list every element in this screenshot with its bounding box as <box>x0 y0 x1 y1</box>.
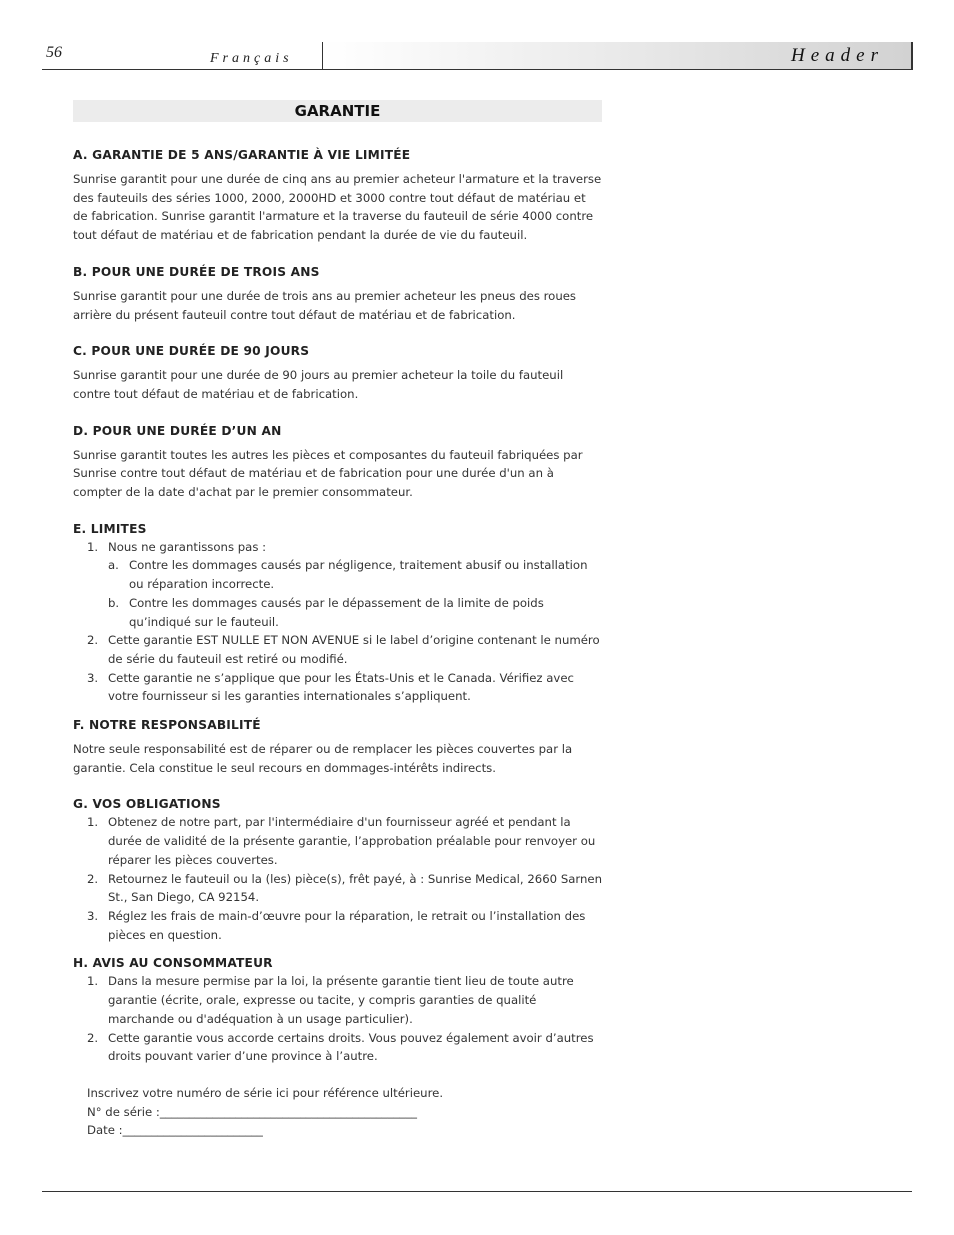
section-paragraph: Sunrise garantit pour une durée de cinq ans au premier acheteur l'armature et la traverse des fauteuils des séries 1000, 2000, 2000HD et 3000 contre tout défaut de matériau et de fabrication. Sunrise garantit l'armature et la traverse du fauteuil de série 4000 contre tout défaut de matériau et de fabrication pendant la durée de vie du fauteuil. <box>73 172 602 243</box>
section-a <box>73 148 602 245</box>
section-paragraph: Sunrise garantit pour une durée de trois ans au premier acheteur les pneus des roues arrière du présent fauteuil contre tout défaut de matériau et de fabrication. <box>73 288 577 322</box>
list-number: 1. <box>87 539 99 554</box>
list-text: Cette garantie vous accorde certains droits. Vous pouvez également avoir d’autres droits pouvant varier d’une province à l’autre. <box>108 1030 594 1064</box>
section-heading: A. GARANTIE DE 5 ANS/GARANTIE À VIE LIMITÉE <box>73 148 411 162</box>
list-item <box>73 813 602 869</box>
sub-list-item <box>108 594 602 631</box>
language-label: Français <box>210 51 293 66</box>
section-g <box>73 797 602 956</box>
list-item <box>73 538 602 632</box>
list-text: Retournez le fauteuil ou la (les) pièce(s), frêt payé, à : Sunrise Medical, 2660 Sarnen St., San Diego, CA 92154. <box>108 871 603 905</box>
list-text: Réglez les frais de main-d’œuvre pour la réparation, le retrait ou l’installation des pièces en question. <box>108 908 586 942</box>
serial-number-label: N° de série : <box>87 1104 160 1119</box>
list-text: Contre les dommages causés par le dépassement de la limite de poids qu’indiqué sur le fauteuil. <box>129 595 544 629</box>
header-rule <box>42 69 912 70</box>
page-title: GARANTIE <box>73 100 602 122</box>
header-label: Header <box>791 45 884 66</box>
spacer <box>73 706 602 718</box>
list-item <box>73 870 602 907</box>
list-number: b. <box>108 595 120 610</box>
list-text: Contre les dommages causés par négligence, traitement abusif ou installation ou réparation incorrecte. <box>129 558 588 592</box>
list-number: 3. <box>87 670 99 685</box>
limits-list <box>73 538 602 706</box>
content-column <box>73 100 602 1140</box>
list-number: 1. <box>87 974 99 989</box>
list-item <box>73 907 602 944</box>
list-item <box>73 631 602 668</box>
sub-list-item <box>108 556 602 593</box>
consumer-notice-list <box>73 972 602 1066</box>
list-item <box>73 669 602 706</box>
date-blank: ________________________ <box>122 1123 263 1138</box>
section-heading: F. NOTRE RESPONSABILITÉ <box>73 718 261 733</box>
list-number: 3. <box>87 908 99 923</box>
list-text: Dans la mesure permise par la loi, la présente garantie tient lieu de toute autre garantie (écrite, orale, expresse ou tacite, y compris garanties de qualité marchande ou d'adéquation à un usage particulier). <box>108 974 574 1026</box>
section-paragraph: Notre seule responsabilité est de réparer ou de remplacer les pièces couvertes par la garantie. Cela constitue le seul recours en dommages-intérêts indirects. <box>73 742 573 775</box>
list-number: 2. <box>87 871 99 886</box>
list-number: 1. <box>87 815 99 830</box>
list-number: 2. <box>87 1030 99 1045</box>
section-paragraph: Sunrise garantit toutes les autres les pièces et composantes du fauteuil fabriquées par Sunrise contre tout défaut de matériau et de fabrication pour une durée d'un an à compter de la date d'achat par le premier consommateur. <box>73 447 583 500</box>
section-heading: E. LIMITES <box>73 521 147 536</box>
list-text: Obtenez de notre part, par l'intermédiaire d'un fournisseur agréé et pendant la durée de validité de la présente garantie, l’approbation préalable pour renvoyer ou réparer les pièces couvertes. <box>108 815 596 867</box>
section-heading: B. POUR UNE DURÉE DE TROIS ANS <box>73 264 320 279</box>
obligations-list <box>73 813 602 944</box>
section-heading: G. VOS OBLIGATIONS <box>73 797 221 812</box>
list-number: a. <box>108 558 119 573</box>
section-paragraph: Sunrise garantit pour une durée de 90 jours au premier acheteur la toile du fauteuil contre tout défaut de matériau et de fabrication. <box>73 368 564 401</box>
section-h <box>73 956 602 1066</box>
date-label: Date : <box>87 1123 123 1138</box>
section-heading: H. AVIS AU CONSOMMATEUR <box>73 956 273 971</box>
list-text: Nous ne garantissons pas : <box>108 539 267 554</box>
section-f <box>73 718 602 777</box>
date-line <box>87 1121 602 1140</box>
section-c <box>73 344 602 403</box>
sub-list <box>108 556 602 631</box>
section-d <box>73 424 602 502</box>
list-item <box>73 1029 602 1066</box>
list-item <box>73 972 602 1028</box>
serial-number-blank: ____________________________________________ <box>159 1104 417 1119</box>
spacer <box>73 944 602 956</box>
page-number: 56 <box>46 44 62 61</box>
section-b <box>73 265 602 324</box>
register-intro: Inscrivez votre numéro de série ici pour référence ultérieure. <box>87 1085 444 1100</box>
list-text: Cette garantie ne s’applique que pour les États-Unis et le Canada. Vérifiez avec votre fournisseur si les garanties internationales s’appliquent. <box>108 670 574 704</box>
header-band-edge <box>911 42 913 70</box>
serial-register <box>73 1084 602 1140</box>
serial-number-line <box>87 1103 602 1122</box>
list-number: 2. <box>87 633 99 648</box>
section-heading: D. POUR UNE DURÉE D’UN AN <box>73 423 282 438</box>
section-heading: C. POUR UNE DURÉE DE 90 JOURS <box>73 344 310 359</box>
section-e <box>73 522 602 718</box>
footer-rule <box>42 1191 912 1192</box>
list-text: Cette garantie EST NULLE ET NON AVENUE si le label d’origine contenant le numéro de série du fauteuil est retiré ou modifié. <box>108 633 600 666</box>
